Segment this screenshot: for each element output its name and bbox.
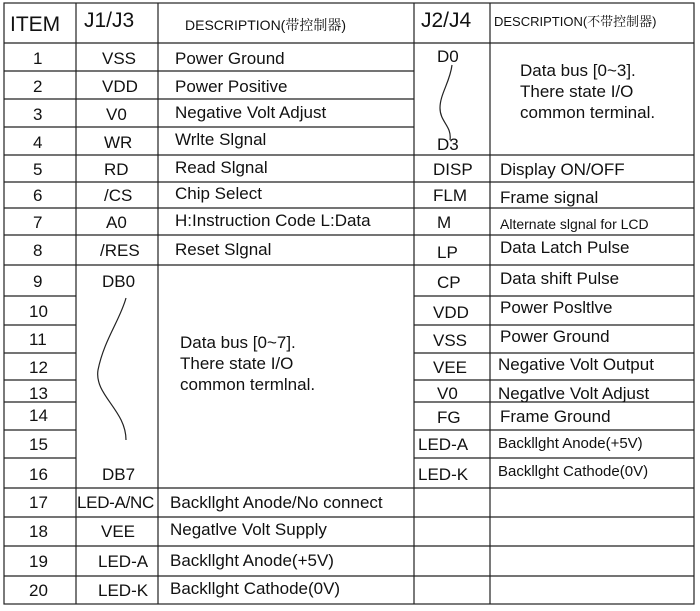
item-number: 7 bbox=[33, 213, 43, 232]
databus-brace-left bbox=[98, 298, 126, 440]
j1-description: Chip Select bbox=[175, 184, 262, 203]
databus-right-line: There state I/O bbox=[520, 82, 634, 101]
j1-description: Backllght Anode(+5V) bbox=[170, 551, 334, 570]
item-number: 13 bbox=[29, 384, 48, 403]
j2-description: Negatlve Volt Adjust bbox=[498, 384, 650, 403]
item-number: 2 bbox=[33, 77, 43, 96]
header-item: ITEM bbox=[10, 13, 61, 36]
header-desc-left: DESCRIPTION(带控制器) bbox=[185, 17, 346, 33]
j1-pin: /RES bbox=[100, 241, 140, 260]
item-number: 17 bbox=[29, 493, 48, 512]
j1-description: Power Ground bbox=[175, 49, 285, 68]
j2-pin: CP bbox=[437, 273, 461, 292]
j2-pin: LED-A bbox=[418, 435, 469, 454]
j2-pin: D0 bbox=[437, 47, 459, 66]
j2-pin: VSS bbox=[433, 331, 468, 350]
header-desc-right: DESCRIPTION(不带控制器) bbox=[494, 14, 657, 29]
item-number: 3 bbox=[33, 105, 43, 124]
j2-description: Frame Ground bbox=[500, 407, 611, 426]
j1-pin: WR bbox=[104, 133, 133, 152]
j1-pin: DB0 bbox=[102, 272, 136, 291]
databus-note-left bbox=[180, 330, 315, 398]
j1-pin: /CS bbox=[104, 186, 133, 205]
j2-description: Power Ground bbox=[500, 327, 610, 346]
j1-description: Reset Slgnal bbox=[175, 240, 272, 259]
item-number: 12 bbox=[29, 358, 48, 377]
databus-left-line: Data bus [0~7]. bbox=[180, 333, 296, 352]
j1-description: Wrlte Slgnal bbox=[175, 130, 267, 149]
j2-pin: M bbox=[437, 213, 452, 232]
j2-description: Power Posltlve bbox=[500, 298, 613, 317]
j2-pin: VDD bbox=[433, 303, 469, 322]
j1-pin: LED-A/NC bbox=[77, 493, 154, 512]
item-number: 4 bbox=[33, 133, 43, 152]
item-number: 9 bbox=[33, 272, 43, 291]
j1-pin: RD bbox=[104, 160, 129, 179]
databus-note-right bbox=[520, 58, 655, 126]
item-number: 6 bbox=[33, 186, 43, 205]
j2-pin: LED-K bbox=[418, 465, 469, 484]
j2-description: Negative Volt Output bbox=[498, 355, 654, 374]
j1-pin: V0 bbox=[106, 105, 127, 124]
j1-description: Read Slgnal bbox=[175, 158, 268, 177]
item-number: 19 bbox=[29, 552, 48, 571]
j2-pin: FG bbox=[437, 408, 461, 427]
databus-brace-right bbox=[440, 65, 452, 140]
j2-description: Alternate slgnal for LCD bbox=[500, 216, 649, 232]
j1-description: Backllght Cathode(0V) bbox=[170, 579, 341, 598]
j2-pin: DISP bbox=[433, 160, 473, 179]
item-number: 1 bbox=[33, 49, 43, 68]
databus-left-line: There state I/O bbox=[180, 354, 294, 373]
j2-pin: FLM bbox=[433, 186, 467, 205]
j1-pin: VEE bbox=[101, 522, 136, 541]
item-number: 11 bbox=[29, 330, 47, 349]
j1-description: Backllght Anode/No connect bbox=[170, 493, 383, 512]
j1-pin: A0 bbox=[106, 213, 127, 232]
item-number: 18 bbox=[29, 522, 48, 541]
j1-pin: VDD bbox=[102, 77, 138, 96]
header-j2j4: J2/J4 bbox=[421, 9, 472, 32]
j2-description: Backllght Anode(+5V) bbox=[498, 435, 643, 452]
j2-description: Frame signal bbox=[500, 188, 599, 207]
header-j1j3: J1/J3 bbox=[84, 9, 135, 32]
databus-left-line: common termlnal. bbox=[180, 375, 316, 394]
item-number: 8 bbox=[33, 241, 43, 260]
item-number: 14 bbox=[29, 406, 48, 425]
j1-pin: LED-A bbox=[98, 552, 149, 571]
j1-description: Negatlve Volt Supply bbox=[170, 520, 327, 539]
j1-description: Power Positive bbox=[175, 77, 288, 96]
j1-description: H:Instruction Code L:Data bbox=[175, 211, 371, 230]
databus-right-line: Data bus [0~3]. bbox=[520, 61, 636, 80]
j2-pin: D3 bbox=[437, 135, 459, 154]
j1-description: Negative Volt Adjust bbox=[175, 103, 327, 122]
item-number: 15 bbox=[29, 435, 48, 454]
j2-description: Backllght Cathode(0V) bbox=[498, 463, 649, 480]
item-number: 10 bbox=[29, 302, 48, 321]
j2-pin: V0 bbox=[437, 384, 458, 403]
item-number: 20 bbox=[29, 581, 48, 600]
j2-description: Data shift Pulse bbox=[500, 269, 620, 288]
j2-description: Display ON/OFF bbox=[500, 160, 625, 179]
item-number: 16 bbox=[29, 465, 48, 484]
j2-pin: VEE bbox=[433, 358, 468, 377]
j1-pin: VSS bbox=[102, 49, 137, 68]
j1-pin: LED-K bbox=[98, 581, 149, 600]
j2-pin: LP bbox=[437, 243, 458, 262]
j1-pin: DB7 bbox=[102, 465, 136, 484]
j2-description: Data Latch Pulse bbox=[500, 238, 630, 257]
databus-right-line: common terminal. bbox=[520, 103, 656, 122]
item-number: 5 bbox=[33, 160, 43, 179]
